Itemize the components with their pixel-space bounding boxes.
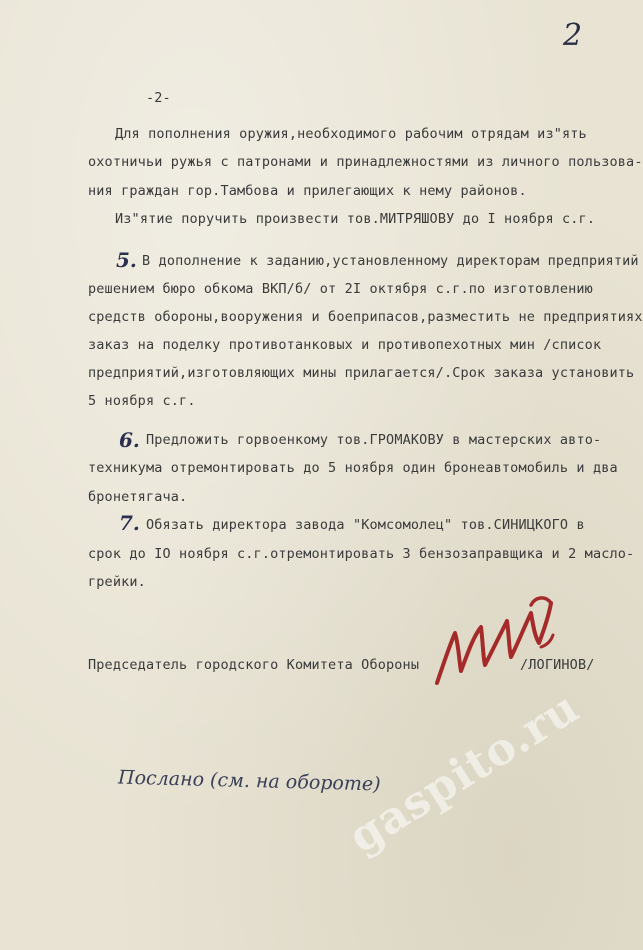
signature-name: /ЛОГИНОВ/ [520, 657, 595, 673]
handwritten-note: Послано (см. на обороте) [117, 766, 381, 796]
body-line-2: охотничьи ружья с патронами и принадлежностями из личного пользова- [88, 154, 643, 170]
site-watermark: gaspito.ru [340, 681, 589, 864]
page-marker: -2- [146, 90, 171, 106]
body-line-16: грейки. [88, 574, 146, 590]
red-ink-signature [415, 585, 575, 695]
body-line-7: средств обороны,вооружения и боеприпасов,разместить не предприятиях [88, 309, 643, 325]
corner-page-number: 2 [563, 18, 583, 53]
item-number-5: 5. [116, 248, 137, 272]
body-line-10: 5 ноября с.г. [88, 393, 196, 409]
body-line-4: Из"ятие поручить произвести тов.МИТРЯШОВУ до I ноября с.г. [115, 211, 596, 227]
item-number-6: 6. [119, 428, 140, 452]
body-line-3: ния граждан гор.Тамбова и прилегающих к нему районов. [88, 183, 527, 199]
body-line-1: Для пополнения оружия,необходимого рабочим отрядам из"ять [115, 126, 587, 142]
body-line-6: решением бюро обкома ВКП/б/ от 2I октября с.г.по изготовлению [88, 281, 593, 297]
item-number-7: 7. [119, 511, 140, 535]
body-line-5: В дополнение к заданию,установленному директорам предприятий [142, 253, 639, 269]
body-line-14: Обязать директора завода "Комсомолец" тов.СИНИЦКОГО в [146, 517, 585, 533]
body-line-15: срок до IO ноября с.г.отремонтировать 3 бензозаправщика и 2 масло- [88, 546, 635, 562]
signature-title: Председатель городского Комитета Обороны [88, 657, 420, 673]
body-line-9: предприятий,изготовляющих мины прилагается/.Срок заказа установить [88, 365, 635, 381]
body-line-11: Предложить горвоенкому тов.ГРОМАКОВУ в мастерских авто- [146, 432, 602, 448]
body-line-12: техникума отремонтировать до 5 ноября один бронеавтомобиль и два [88, 460, 618, 476]
body-line-8: заказ на поделку противотанковых и противопехотных мин /список [88, 337, 602, 353]
body-line-13: бронетягача. [88, 489, 188, 505]
